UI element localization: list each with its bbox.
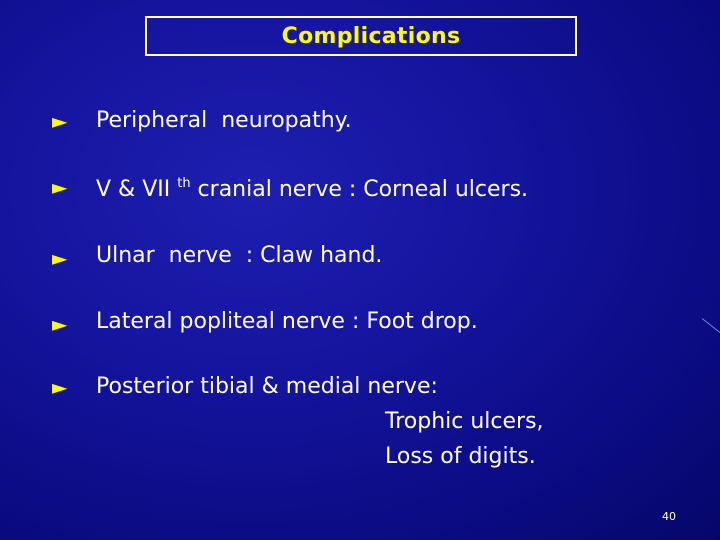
bullet-arrow-icon: ► <box>52 175 68 199</box>
list-subitem: Loss of digits. <box>385 444 536 469</box>
list-item <box>96 177 528 201</box>
slide-title: Complications <box>281 23 461 49</box>
list-subitem: Trophic ulcers, <box>385 409 544 434</box>
list-item: Ulnar nerve : Claw hand. <box>96 243 383 268</box>
decorative-line <box>702 318 720 334</box>
superscript: th <box>177 176 191 191</box>
list-item: Lateral popliteal nerve : Foot drop. <box>96 309 478 334</box>
list-item-text: cranial nerve : Corneal ulcers. <box>190 177 529 202</box>
bullet-arrow-icon: ► <box>52 109 68 133</box>
list-item: Peripheral neuropathy. <box>96 108 352 133</box>
bullet-arrow-icon: ► <box>52 312 68 336</box>
bullet-arrow-icon: ► <box>52 375 68 399</box>
title-box <box>145 16 577 56</box>
page-number: 40 <box>662 510 676 523</box>
list-item: Posterior tibial & medial nerve: <box>96 374 438 399</box>
list-item-text: V & VII <box>96 177 178 202</box>
bullet-arrow-icon: ► <box>52 246 68 270</box>
